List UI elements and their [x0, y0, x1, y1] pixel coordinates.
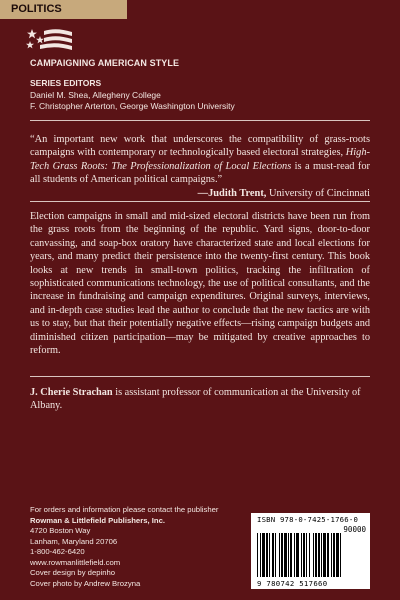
publisher-city: Lanham, Maryland 20706 [30, 536, 118, 546]
publisher-info [30, 505, 250, 589]
publisher-street: 4720 Boston Way [30, 526, 91, 535]
author-name: J. Cherie Strachan [30, 387, 113, 398]
barcode-bars-icon [255, 533, 366, 579]
quote-text-2: is a must-read for all students of American political campaigns.” [30, 160, 370, 186]
publisher-name: Rowman & Littlefield Publishers, Inc. [30, 515, 165, 525]
book-description: Election campaigns in small and mid-sized electoral districts have been run from the grass roots from the beginning of the republic. Yard signs, door-to-door canvassing, and soap-box oratory have characterized state and local elections for years, and many predict their persistence into the twenty-first century. This book looks at new trends in small-town politics, tracking the infiltration of sophisticated communications technology, the use of political consultants, and the increase in fundraising and campaign expenditures. Original surveys, interviews, and in-depth case studies lead the author to conclude that the new tactics are with us to stay, but that their potentially negative effects—rising campaign budgets and diminished citizen participation—may be mitigated by creative approaches to reform. [30, 211, 370, 357]
isbn-label: ISBN 978-0-7425-1766-0 [257, 515, 359, 524]
series-editors [30, 78, 235, 112]
editors-heading: SERIES EDITORS [30, 78, 102, 88]
series-logo-stars-flag-icon [26, 27, 74, 55]
quote-text-1: “An important new work that underscores the compatibility of grass-roots campaigns with contemporary or technologically based electoral strategies, [30, 134, 370, 159]
quote-attribution [30, 187, 370, 200]
publisher-phone: 1-800-462-6420 [30, 547, 85, 556]
author-bio-text: is assistant professor of communication at the University of Albany. [30, 387, 361, 412]
editor-2: F. Christopher Arterton, George Washington University [30, 101, 235, 111]
editor-1: Daniel M. Shea, Allegheny College [30, 90, 161, 100]
quote-attribution-affiliation: University of Cincinnati [266, 187, 370, 199]
publisher-website: www.rowmanlittlefield.com [30, 557, 121, 567]
endorsement-quote [30, 133, 370, 200]
isbn-barcode [251, 513, 370, 589]
category-tab: POLITICS [0, 0, 127, 19]
quote-book-title: High-Tech Grass Roots: The Professionalization of Local Elections [30, 147, 370, 172]
divider-top [30, 120, 370, 121]
barcode-digits: 9 780742 517660 [257, 579, 328, 588]
cover-design-credit: Cover design by depinho [30, 568, 116, 577]
price-code: 90000 [343, 525, 366, 534]
divider-lower [30, 376, 370, 377]
divider-middle [30, 201, 370, 202]
cover-photo-credit: Cover photo by Andrew Brozyna [30, 578, 141, 588]
series-name: CAMPAIGNING AMERICAN STYLE [30, 58, 180, 68]
quote-attribution-name: —Judith Trent, [197, 187, 267, 199]
author-bio [30, 386, 370, 413]
publisher-intro: For orders and information please contact the publisher [30, 505, 219, 514]
